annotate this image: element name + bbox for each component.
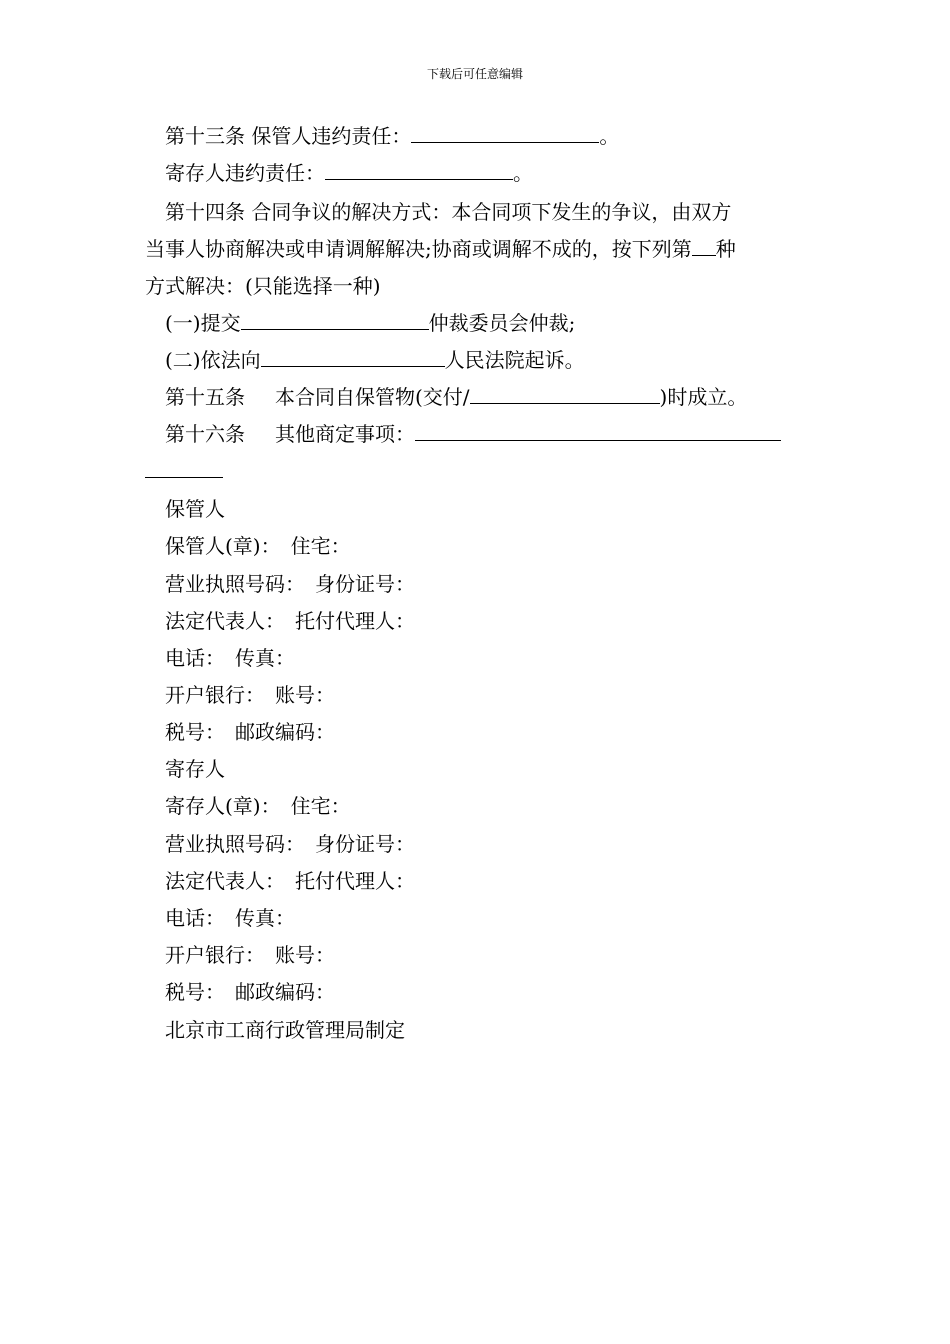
- depositor-seal-row: [165, 794, 351, 818]
- custodian-license-label: 营业执照号码：: [165, 572, 305, 596]
- depositor-tax-row: [165, 980, 335, 1004]
- option-2-text: 人民法院起诉。: [444, 348, 585, 372]
- custodian-id-label: 身份证号：: [315, 572, 415, 596]
- option-arbitration: [165, 311, 575, 335]
- depositor-liability-label: 寄存人违约责任：: [165, 161, 325, 185]
- article-15-text-end: )时成立。: [659, 385, 748, 409]
- article-13-custodian-liability: [165, 124, 619, 148]
- custodian-legal-rep-row: [165, 609, 415, 633]
- custodian-bank-row: [165, 683, 335, 707]
- custodian-title: 保管人: [165, 497, 225, 521]
- article-16-label: 第十六条: [165, 422, 245, 446]
- article-15: [165, 385, 747, 409]
- custodian-fax-label: 传真：: [235, 646, 295, 670]
- custodian-seal-row: [165, 534, 351, 558]
- article-14-line-3: 方式解决：(只能选择一种): [145, 274, 381, 298]
- depositor-legal-rep-label: 法定代表人：: [165, 869, 285, 893]
- depositor-agent-label: 托付代理人：: [295, 869, 415, 893]
- depositor-seal-label: 寄存人(章)：: [165, 794, 281, 818]
- depositor-tax-label: 税号：: [165, 980, 225, 1004]
- custodian-phone-label: 电话：: [165, 646, 225, 670]
- period: 。: [513, 161, 533, 185]
- custodian-postcode-label: 邮政编码：: [235, 720, 335, 744]
- custodian-bank-label: 开户银行：: [165, 683, 265, 707]
- custodian-seal-label: 保管人(章)：: [165, 534, 281, 558]
- option-1-label: (一)提交: [165, 311, 241, 335]
- depositor-bank-label: 开户银行：: [165, 943, 265, 967]
- option-2-label: (二)依法向: [165, 348, 261, 372]
- depositor-phone-row: [165, 906, 295, 930]
- custodian-phone-row: [165, 646, 295, 670]
- option-litigation: [165, 348, 585, 372]
- blank-arbitration-committee[interactable]: [241, 311, 429, 330]
- custodian-license-row: [165, 572, 415, 596]
- depositor-title: 寄存人: [165, 757, 225, 781]
- option-1-text: 仲裁委员会仲裁;: [428, 311, 576, 335]
- depositor-postcode-label: 邮政编码：: [235, 980, 335, 1004]
- custodian-agent-label: 托付代理人：: [295, 609, 415, 633]
- custodian-tax-label: 税号：: [165, 720, 225, 744]
- blank-custodian-liability[interactable]: [411, 124, 599, 143]
- blank-depositor-liability[interactable]: [325, 161, 513, 180]
- article-14-line-1: 第十四条 合同争议的解决方式：本合同项下发生的争议，由双方: [165, 200, 732, 224]
- article-14-text: 当事人协商解决或申请调解解决;协商或调解不成的，按下列第: [145, 237, 692, 261]
- depositor-license-label: 营业执照号码：: [165, 832, 305, 856]
- article-15-label: 第十五条: [165, 385, 245, 409]
- depositor-license-row: [165, 832, 415, 856]
- depositor-id-label: 身份证号：: [315, 832, 415, 856]
- article-16-continuation: [145, 459, 223, 483]
- period: 。: [599, 124, 620, 148]
- article-13-depositor-liability: [165, 161, 533, 185]
- article-16: [165, 422, 781, 446]
- blank-other-matters-continued[interactable]: [145, 459, 223, 478]
- article-16-text: 其他商定事项：: [275, 422, 415, 446]
- depositor-residence-label: 住宅：: [290, 794, 351, 818]
- issuer-footer: 北京市工商行政管理局制定: [165, 1018, 405, 1042]
- custodian-legal-rep-label: 法定代表人：: [165, 609, 285, 633]
- article-14-text-end: 种: [715, 237, 736, 261]
- page-header: 下载后可任意编辑: [426, 67, 523, 81]
- depositor-fax-label: 传真：: [235, 906, 295, 930]
- custodian-account-label: 账号：: [275, 683, 335, 707]
- custodian-tax-row: [165, 720, 335, 744]
- article-13-label: 第十三条 保管人违约责任：: [165, 124, 412, 148]
- blank-delivery-condition[interactable]: [470, 385, 660, 404]
- depositor-legal-rep-row: [165, 869, 415, 893]
- article-15-text: 本合同自保管物(交付/: [275, 385, 470, 409]
- blank-other-matters[interactable]: [415, 422, 781, 441]
- depositor-bank-row: [165, 943, 335, 967]
- blank-method-number[interactable]: [692, 237, 716, 256]
- article-14-line-2: [145, 237, 736, 261]
- blank-court[interactable]: [261, 348, 445, 367]
- depositor-account-label: 账号：: [275, 943, 335, 967]
- depositor-phone-label: 电话：: [165, 906, 225, 930]
- custodian-residence-label: 住宅：: [290, 534, 351, 558]
